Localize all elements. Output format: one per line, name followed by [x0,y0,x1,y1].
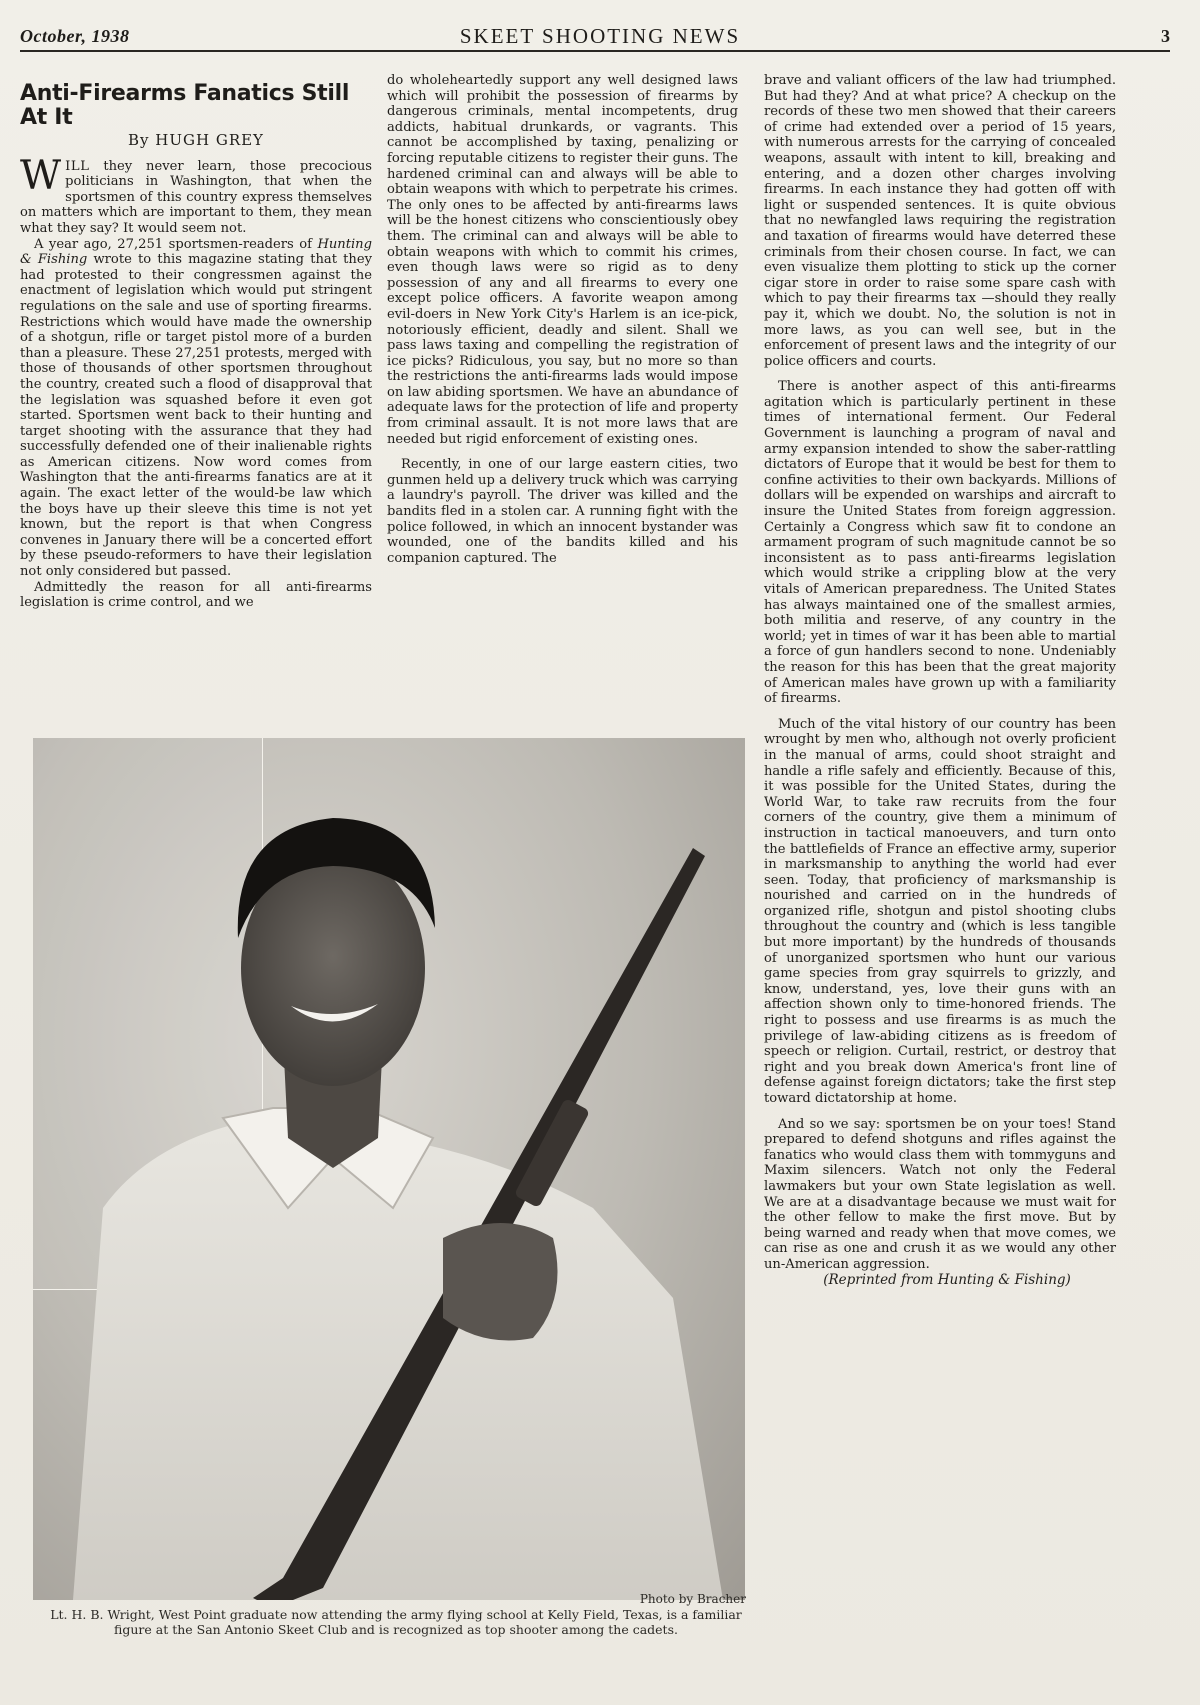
header-rule [20,50,1170,52]
page-number: 3 [1161,26,1170,46]
paragraph-text: A year ago, 27,251 sportsmen-readers of [34,236,318,252]
article-paragraph: brave and valiant officers of the law had triumphed. But had they? And at what price? A checkup on the records of these two men showed that their careers of crime had extended over a period of 15 years, with numerous arrests for the carrying of concealed weapons, assault with intent to kill, breaking and entering, and a dozen other charges involving firearms. In each instance they had gotten off with light or suspended sentences. It is quite obvious that no newfangled laws requiring the registration and taxation of firearms would have deterred these criminals from their chosen course. In fact, we can even visualize them plotting to stick up the corner cigar store in order to raise some spare cash with which to pay their firearms tax —should they really pay it, which we doubt. No, the solution is not in more laws, as you can well see, but in the enforcement of present laws and the integrity of our police officers and courts. [764,73,1116,369]
photo-credit: Photo by Bracher [639,1592,746,1606]
article-paragraph [20,237,372,580]
publication-title: SKEET SHOOTING NEWS [459,24,741,48]
lead-word-rest: ILL [65,158,90,174]
article-paragraph: do wholeheartedly support any well designed laws which will prohibit the possession of firearms by dangerous criminals, mental incompetents, drug addicts, habitual drunkards, or vagrants. This cannot be accomplished by taxing, penalizing or forcing reputable citizens to register their guns. The hardened criminal can and always will be able to obtain weapons with which to perpetrate his crimes. The only ones to be affected by anti-firearms laws will be the honest citizens who conscientiously obey them. The criminal can and always will be able to obtain weapons with which to commit his crimes, even though laws were so rigid as to deny possession of any and all firearms to every one except police officers. A favorite weapon among evil-doers in New York City's Harlem is an ice-pick, notoriously efficient, deadly and silent. Shall we pass laws taxing and compelling the registration of ice picks? Ridiculous, you say, but no more so than the restrictions the anti-firearms lads would impose on law abiding sportsmen. We have an abundance of adequate laws for the protection of life and property from criminal assault. It is not more laws that are needed but rigid enforcement of existing ones. [387,73,738,447]
article-column-3 [764,73,1116,1288]
article-paragraph: There is another aspect of this anti-firearms agitation which is particularly pertinent in these times of international ferment. Our Federal Government is launching a program of naval and army expansion intended to show the saber-rattling dictators of Europe that it would be best for them to confine activities to their own backyards. Millions of dollars will be expended on warships and aircraft to insure the United States from foreign aggression. Certainly a Congress which saw fit to condone an armament program of such magnitude cannot be so inconsistent as to pass anti-firearms legislation which would strike a crippling blow at the very vitals of American preparedness. The United States has always maintained one of the smallest armies, both militia and reserve, of any country in the world; yet in times of war it has been able to martial a force of gun handlers second to none. Undeniably the reason for this has been that the great majority of American males have grown up with a familiarity of firearms. [764,379,1116,707]
portrait-photo [33,738,745,1600]
paragraph-text: wrote to this magazine stating that they had protested to their congressmen against the enactment of legislation which would put stringent regulations on the sale and use of sporting firearms. Restrictions which would have made the ownership of a shotgun, rifle or target pistol more of a burden than a pleasure. These 27,251 protests, merged with those of thousands of other sportsmen throughout the country, created such a flood of disapproval that the legislation was squashed before it even got started. Sportsmen went back to their hunting and target shooting with the assurance that they had successfully defended one of their inalienable rights as American citizens. Now word comes from Washington that the anti-firearms fanatics are at it again. The exact letter of the would-be law which the boys have up their sleeve this time is not yet known, but the report is that when Congress convenes in January there will be a concerted effort by these pseudo-reformers to have their legislation not only considered but passed. [20,252,373,580]
article-byline: By HUGH GREY [128,131,264,149]
article-paragraph: Admittedly the reason for all anti-firearms legislation is crime control, and we [20,579,372,611]
portrait-illustration [33,738,745,1600]
article-paragraph: Much of the vital history of our country has been wrought by men who, although not overly proficient in the manual of arms, could shoot straight and handle a rifle safely and efficiently. Because of this, it was possible for the United States, during the World War, to take raw recruits from the four corners of the country, give them a minimum of instruction in tactical manoeuvers, and turn onto the battlefields of France an effective army, superior in marksmanship to anything the world had ever seen. Today, that proficiency of marksmanship is nourished and carried on in the hundreds of organized rifle, shotgun and pistol shooting clubs throughout the country and (which is less tangible but more important) by the hundreds of thousands of unorganized sportsmen who hunt our various game species from gray squirrels to grizzly, and know, understand, yes, love their guns with an affection shown only to time-honored friends. The right to possess and use firearms is as much the privilege of law-abiding citizens as is freedom of speech or religion. Curtail, restrict, or destroy that right and you break down America's front line of defense against foreign dictators; take the first step toward dictatorship at home. [764,716,1116,1106]
paragraph-text: they never learn, those precocious politicians in Washington, that when the sportsmen of this country express themselves on matters which are important to them, they mean what they say? It would seem not. [20,158,372,236]
article-paragraph: Recently, in one of our large eastern cities, two gunmen held up a delivery truck which was carrying a laundry's payroll. The driver was killed and the bandits fled in a stolen car. A running fight with the police followed, in which an innocent bystander was wounded, one of the bandits killed and his companion captured. The [387,457,738,566]
article-paragraph: And so we say: sportsmen be on your toes! Stand prepared to defend shotguns and rifles against the fanatics who would class them with tommyguns and Maxim silencers. Watch not only the Federal lawmakers but your own State legislation as well. We are at a disadvantage because we must wait for the other fellow to make the first move. But by being warned and ready when that move comes, we can rise as one and crush it as we would any other un-American aggression. [764,1116,1116,1272]
caption-text: Lt. H. B. Wright, West Point graduate now attending the army flying school at Kelly Field, Texas, is a familiar figure at the San Antonio Skeet Club and is recognized as top shooter among the cadets. [50,1607,742,1637]
magazine-name: Hunting & Fishing [20,236,372,268]
photo-caption [36,1592,756,1637]
issue-date: October, 1938 [20,26,130,46]
drop-cap: W [20,152,62,199]
reprint-note: (Reprinted from Hunting & Fishing) [823,1271,1071,1288]
article-column-1 [20,82,372,611]
article-paragraph [20,152,372,237]
article-headline: Anti-Firearms Fanatics Still At It [20,81,350,130]
article-column-2 [387,73,738,566]
page-header [20,22,1180,52]
